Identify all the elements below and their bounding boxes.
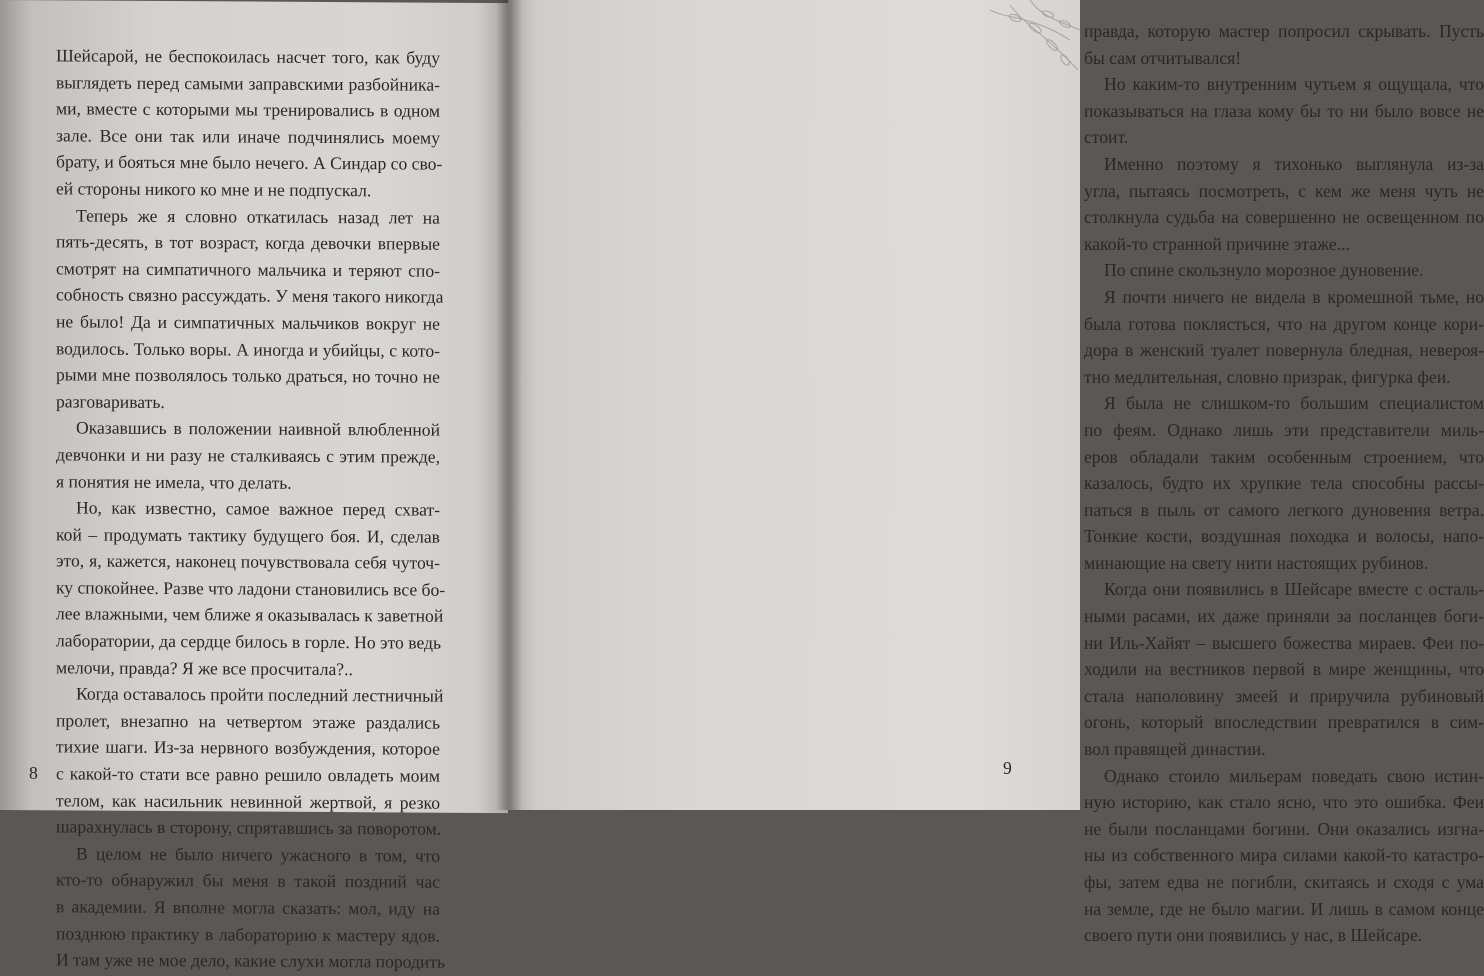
text-line: казалось, будто их хрупкие тела способны рассы- (1084, 473, 1484, 494)
text-line: Когда они появились в Шейсаре вместе с осталь- (1104, 579, 1484, 600)
text-line: по феям. Однако лишь эти представители миль- (1084, 419, 1484, 440)
text-line: бы сам отчитывался! (1084, 47, 1242, 68)
text-line: была готова поклясться, что на другом конце кори- (1084, 313, 1484, 334)
text-line: шарахнулась в сторону, спрятавшись за поворотом. (56, 816, 442, 839)
text-line: Но каким-то внутренним чутьем я ощущала, что (1104, 74, 1484, 95)
text-line: в академии. Я вполне могла сказать: мол, иду на (56, 896, 440, 919)
floral-ornament-icon (970, 0, 1080, 90)
text-line: угла, пытаясь посмотреть, с кем же меня чуть не (1084, 180, 1484, 201)
text-line: По спине скользнуло морозное дуновение. (1104, 260, 1424, 281)
text-line: телом, как насильник невинной жертвой, я резко (56, 789, 440, 813)
text-line: собность связно рассуждать. У меня такого никогда (56, 284, 444, 308)
text-line: Я почти ничего не видела в кромешной тьме, но (1104, 286, 1484, 307)
text-line: Именно поэтому я тихонько выглянула из-за (1104, 153, 1484, 174)
text-line: не было! Да и симпатичных мальчиков вокруг не (56, 311, 440, 334)
text-line: тихие шаги. Из-за нервного возбуждения, которое (56, 736, 440, 760)
text-line: фы, затем едва не погибли, скитаясь и сходя с ума (1084, 872, 1484, 892)
text-line: Шейсарой, не беспокоилась насчет того, как буду (56, 45, 440, 68)
text-line: разговаривать. (56, 391, 165, 412)
text-line: вол правящей династии. (1084, 739, 1266, 760)
text-line: паться в пыль от самого легкого дуновения ветра. (1084, 499, 1484, 520)
text-line: Тонкие кости, воздушная походка и волосы, напо- (1084, 526, 1484, 547)
text-line: еров обладали таким особенным строением, что (1084, 446, 1484, 467)
text-line: на земле, где не было магии. И лишь в самом конце (1084, 898, 1484, 919)
text-line: с какой-то стати все равно решило овладеть моим (56, 763, 440, 786)
text-line: ку спокойнее. Разве что ладони становились все бо- (56, 577, 446, 600)
text-line: это, я, кажется, наконец почувствовала себя чуточ- (56, 550, 440, 573)
text-line: тно медлительная, словно призрак, фигурка феи. (1084, 366, 1451, 387)
text-line: Но, как известно, самое важное перед схват- (76, 497, 440, 520)
text-line: рыми мне позволялось только драться, но точно не (56, 364, 440, 387)
text-line: своего пути они появились у нас, в Шейсаре. (1084, 925, 1423, 946)
text-line: смотрят на симпатичного мальчика и теряют спо- (56, 258, 440, 281)
text-line: кой – продумать тактику будущего боя. И, сделав (56, 524, 440, 547)
left-page (0, 0, 508, 972)
text-line: ную историю, как стало ясно, что это ошибка. Феи (1084, 792, 1484, 813)
text-line: стала наполовину змеей и приручила рубиновый (1084, 685, 1484, 706)
text-line: ны из собственного мира силами какой-то катастро- (1084, 845, 1484, 866)
text-line: минающие на свету нити настоящих рубинов. (1084, 552, 1429, 573)
text-line: лаборатории, да сердце билось в горле. Но это ведь (56, 630, 442, 653)
text-line: правда, которую мастер попросил скрывать. Пусть (1084, 21, 1484, 41)
text-line: выглядеть перед самыми заправскими разбойника- (56, 71, 440, 95)
text-line: Оказавшись в положении наивной влюбленной (76, 417, 440, 441)
text-line: столкнула судьба на совершенно не освещенном по (1084, 207, 1484, 228)
text-line: лее влажными, чем ближе я оказывалась к заветной (56, 603, 444, 627)
text-line: ми, вместе с которыми мы тренировались в одном (56, 98, 440, 121)
text-line: ходили на вестников первой в мире женщины, что (1084, 659, 1484, 680)
text-line: водилось. Только воры. А иногда и убийцы, с кото- (56, 337, 440, 361)
text-line: Когда оставалось пройти последний лестничный (76, 683, 444, 706)
text-line: кто-то обнаружил бы меня в такой поздний час (56, 869, 440, 893)
text-line: И там уже не мое дело, какие слухи могла породить (56, 949, 446, 972)
page-number-right: 9 (1003, 758, 1012, 778)
text-line: ными расами, их даже приняли за посланцев боги- (1084, 606, 1484, 627)
text-line: пять-десять, в тот возраст, когда девочки впервые (56, 231, 440, 254)
text-line: девчонки и ни разу не сталкиваясь с этим прежде, (56, 444, 440, 467)
text-line: пролет, внезапно на четвертом этаже раздались (56, 710, 440, 733)
right-page-text (1084, 18, 1484, 949)
text-line: ей стороны никого ко мне и не подпускал. (56, 178, 372, 201)
book-gutter (496, 0, 522, 810)
text-line: ни Иль-Хайят – высшего божества мираев. Феи по- (1084, 632, 1484, 653)
text-line: дора в женский туалет повернула бледная, невероя- (1084, 340, 1484, 361)
text-line: стоит. (1084, 127, 1129, 148)
text-line: Я была не слишком-то большим специалистом (1104, 393, 1484, 414)
text-line: я понятия не имела, что делать. (56, 470, 292, 493)
left-page-text (56, 42, 446, 975)
text-line: показываться на глаза кому бы то ни было вовсе не (1084, 100, 1484, 121)
text-line: брату, и бояться мне было нечего. А Синдар со сво- (56, 151, 443, 175)
text-line: Теперь же я словно откатилась назад лет на (76, 205, 440, 228)
text-line: огонь, который впоследствии превратился в сим- (1084, 712, 1484, 733)
page-number-left: 8 (29, 763, 38, 783)
text-line: зале. Все они так или иначе подчинялись моему (56, 125, 440, 148)
text-line: не были посланцами богини. Они оказались изгна- (1084, 818, 1484, 839)
text-line: какой-то странной причине этаже... (1084, 233, 1350, 254)
text-line: позднюю практику в лабораторию к мастеру ядов. (56, 922, 440, 946)
right-page (508, 0, 1484, 946)
text-line: В целом не было ничего ужасного в том, что (76, 843, 440, 866)
text-line: Однако стоило мильерам поведать свою истин- (1104, 765, 1484, 786)
text-line: мелочи, правда? Я же все просчитала?.. (56, 656, 353, 679)
